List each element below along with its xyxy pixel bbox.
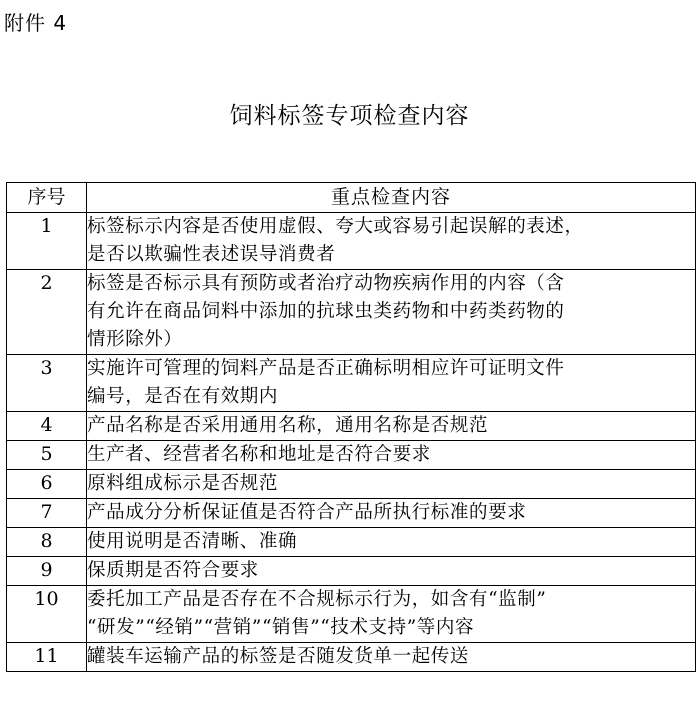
row-content <box>87 213 696 270</box>
table-row <box>7 528 696 557</box>
row-number: 5 <box>7 441 87 470</box>
row-content-line: 产品成分分析保证值是否符合产品所执行标准的要求 <box>87 502 527 523</box>
row-content-line: 罐装车运输产品的标签是否随发货单一起传送 <box>87 646 470 667</box>
row-content-line: 原料组成标示是否规范 <box>87 473 279 494</box>
row-content <box>87 528 696 557</box>
table-row <box>7 412 696 441</box>
row-content <box>87 499 696 528</box>
inspection-table <box>6 182 696 672</box>
header-number: 序号 <box>7 183 87 213</box>
row-content <box>87 355 696 412</box>
row-number: 11 <box>7 643 87 672</box>
row-content <box>87 441 696 470</box>
table-header-row <box>7 183 696 213</box>
row-content-line: 生产者、经营者名称和地址是否符合要求 <box>87 444 431 465</box>
table-row <box>7 270 696 355</box>
row-content-line: 标签标示内容是否使用虚假、夸大或容易引起误解的表述， <box>87 216 584 237</box>
row-content-line: 实施许可管理的饲料产品是否正确标明相应许可证明文件 <box>87 358 565 379</box>
table-body <box>7 213 696 672</box>
row-content-line: 有允许在商品饲料中添加的抗球虫类药物和中药类药物的 <box>87 301 565 322</box>
document-title: 饲料标签专项检查内容 <box>229 103 470 129</box>
row-number: 9 <box>7 557 87 586</box>
row-number: 1 <box>7 213 87 270</box>
row-content-line: 编号，是否在有效期内 <box>87 386 279 407</box>
row-content-line: “研发”“经销”“营销”“销售”“技术支持”等内容 <box>87 617 475 638</box>
row-content-line: 是否以欺骗性表述误导消费者 <box>87 244 336 265</box>
row-content <box>87 470 696 499</box>
row-number: 4 <box>7 412 87 441</box>
row-content-line: 产品名称是否采用通用名称，通用名称是否规范 <box>87 415 489 436</box>
row-number: 7 <box>7 499 87 528</box>
row-content <box>87 586 696 643</box>
annex-label: 附件 4 <box>4 11 68 35</box>
table-row <box>7 470 696 499</box>
row-content <box>87 270 696 355</box>
table-row <box>7 557 696 586</box>
row-number: 6 <box>7 470 87 499</box>
header-content: 重点检查内容 <box>87 183 696 213</box>
table-row <box>7 213 696 270</box>
table-row <box>7 586 696 643</box>
row-number: 8 <box>7 528 87 557</box>
table-row <box>7 643 696 672</box>
table-row <box>7 499 696 528</box>
table-row <box>7 355 696 412</box>
row-number: 3 <box>7 355 87 412</box>
row-content <box>87 557 696 586</box>
row-content-line: 保质期是否符合要求 <box>87 560 259 581</box>
row-content-line: 委托加工产品是否存在不合规标示行为，如含有“监制” <box>87 589 547 610</box>
row-content-line: 标签是否标示具有预防或者治疗动物疾病作用的内容（含 <box>87 273 565 294</box>
table-row <box>7 441 696 470</box>
row-number: 10 <box>7 586 87 643</box>
row-content <box>87 643 696 672</box>
row-content-line: 情形除外） <box>87 329 183 350</box>
row-content <box>87 412 696 441</box>
row-content-line: 使用说明是否清晰、准确 <box>87 531 298 552</box>
row-number: 2 <box>7 270 87 355</box>
